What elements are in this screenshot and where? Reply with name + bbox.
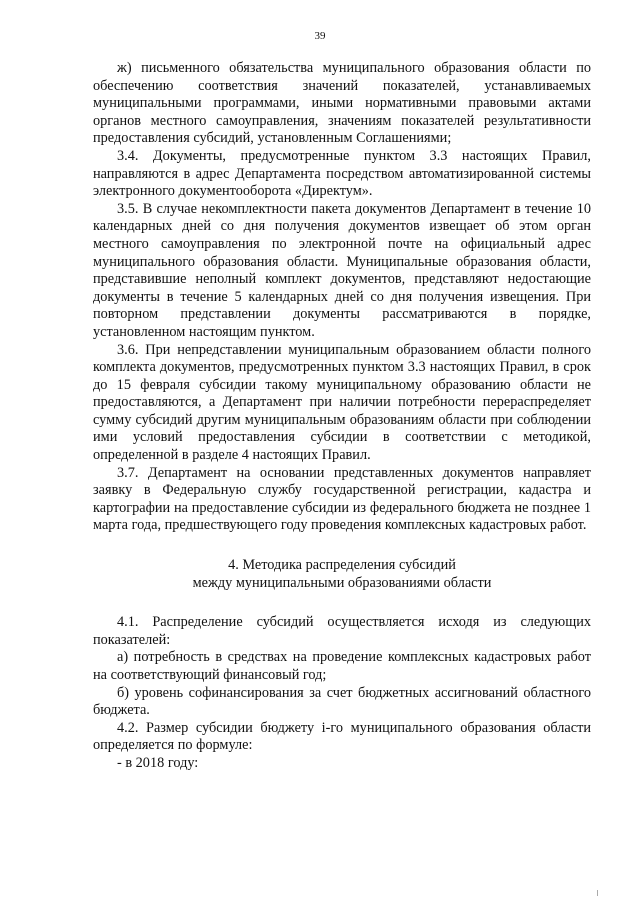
paragraph-3-5: 3.5. В случае некомплектности пакета документов Департамент в течение 10 календарных дней со дня получения документов извещает об этом орган местного самоуправления по электронной почте на официальный адрес муниципального образования области. Муниципальные образования области, представившие неполный комплект документов, представляют недостающие документы в течение 5 календарных дней со дня получения извещения. При повторном представлении документы рассматриваются в порядке, установленном настоящим пунктом. <box>93 200 591 340</box>
paragraph-4-2-2018: - в 2018 году: <box>117 754 199 771</box>
paragraph-3-6: 3.6. При непредставлении муниципальным образованием области полного комплекта документов, предусмотренных пунктом 3.3 настоящих Правил, в срок до 15 февраля субсидии такому муниципальному образованию области не предоставляются, а Департамент при наличии потребности перераспределяет сумму субсидий другим муниципальным образованиям области при соблюдении ими условий предоставления субсидии в соответствии с методикой, определенной в разделе 4 настоящих Правил. <box>93 341 591 464</box>
paragraph-3-3-zh: ж) письменного обязательства муниципального образования области по обеспечению соответствия значений показателей, устанавливаемых муниципальными программами, иными нормативными правовыми актами органов местного самоуправления, значениям показателей результативности предоставления субсидий, установленным Соглашениями; <box>93 60 591 147</box>
paragraph-3-7: 3.7. Департамент на основании представленных документов направляет заявку в Федеральную службу государственной регистрации, кадастра и картографии на предоставление субсидии из федерального бюджета не позднее 1 марта года, предшествующего году проведения комплексных кадастровых работ. <box>93 464 591 534</box>
paragraph-4-1-b: б) уровень софинансирования за счет бюджетных ассигнований областного бюджета. <box>93 684 591 719</box>
page-number: 39 <box>314 30 326 42</box>
paragraph-4-2: 4.2. Размер субсидии бюджету i-го муниципального образования области определяется по формуле: <box>93 719 591 754</box>
section-heading <box>93 557 591 592</box>
section-heading-line-2: между муниципальными образованиями области <box>192 574 492 591</box>
document-body <box>93 60 591 773</box>
scan-mark <box>597 890 598 896</box>
paragraph-3-4: 3.4. Документы, предусмотренные пунктом 3.3 настоящих Правил, направляются в адрес Департамента посредством автоматизированной системы электронного документооборота «Директум». <box>93 147 591 200</box>
section-heading-line-1: 4. Методика распределения субсидий <box>228 557 456 574</box>
paragraph-4-1: 4.1. Распределение субсидий осуществляется исходя из следующих показателей: <box>93 614 591 648</box>
paragraph-4-1-a: а) потребность в средствах на проведение комплексных кадастровых работ на соответствующий финансовый год; <box>93 649 591 683</box>
